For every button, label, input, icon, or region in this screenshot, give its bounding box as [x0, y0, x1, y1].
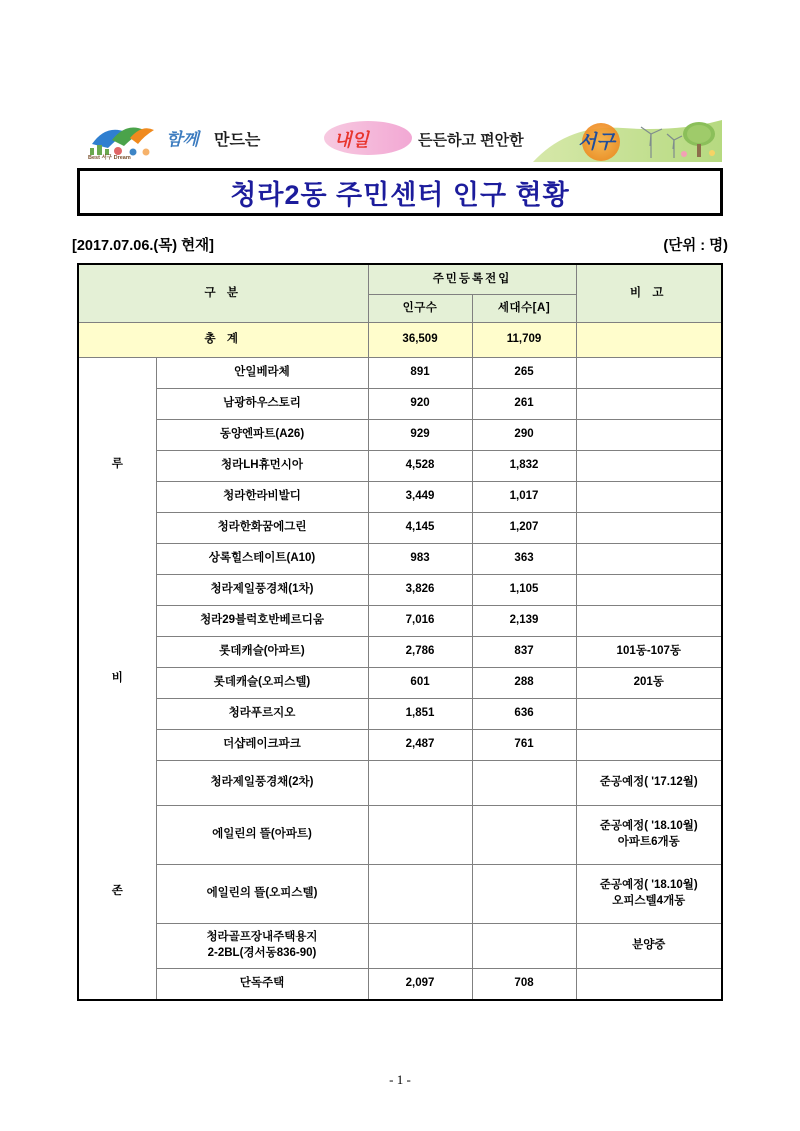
row-name: 청라제일풍경채(2차)	[156, 761, 368, 806]
row-remark	[576, 544, 722, 575]
as-of-date-label: [2017.07.06.(목) 현재]	[72, 238, 214, 254]
population-table	[77, 263, 723, 1001]
row-name: 청라골프장내주택용지 2-2BL(경서동836-90)	[156, 924, 368, 969]
row-name: 에일린의 뜰(아파트)	[156, 806, 368, 865]
row-remark: 준공예정( '18.10월) 아파트6개동	[576, 806, 722, 865]
row-households: 636	[472, 699, 576, 730]
row-households: 761	[472, 730, 576, 761]
row-remark: 준공예정( '18.10월) 오피스텔4개동	[576, 865, 722, 924]
row-households: 290	[472, 420, 576, 451]
table-row	[78, 482, 722, 513]
header-population: 인구수	[368, 295, 472, 323]
row-households: 708	[472, 969, 576, 1001]
row-households: 1,105	[472, 575, 576, 606]
row-households: 288	[472, 668, 576, 699]
row-population: 4,145	[368, 513, 472, 544]
banner-word-seogu: 서구	[578, 132, 615, 153]
table-row	[78, 668, 722, 699]
total-row	[78, 323, 722, 358]
row-population: 7,016	[368, 606, 472, 637]
table-row	[78, 699, 722, 730]
population-table-wrapper	[77, 263, 723, 1001]
table-row	[78, 606, 722, 637]
row-population: 4,528	[368, 451, 472, 482]
seogu-slogan-banner	[78, 118, 722, 162]
row-name: 단독주택	[156, 969, 368, 1001]
row-name: 청라한화꿈에그린	[156, 513, 368, 544]
header-households: 세대수[A]	[472, 295, 576, 323]
row-households: 1,832	[472, 451, 576, 482]
row-name: 에일린의 뜰(오피스텔)	[156, 865, 368, 924]
total-label: 총 계	[78, 323, 368, 358]
table-body	[78, 323, 722, 1001]
row-remark	[576, 606, 722, 637]
row-households: 261	[472, 389, 576, 420]
row-name: 청라제일풍경채(1차)	[156, 575, 368, 606]
row-remark	[576, 575, 722, 606]
row-name: 청라푸르지오	[156, 699, 368, 730]
row-households: 837	[472, 637, 576, 668]
table-row	[78, 730, 722, 761]
table-header-row-1	[78, 264, 722, 295]
zone-label-char: 루	[111, 458, 123, 471]
row-name: 동양엔파트(A26)	[156, 420, 368, 451]
row-population: 891	[368, 358, 472, 389]
row-name: 청라29블럭호반베르디움	[156, 606, 368, 637]
row-name: 더샵레이크파크	[156, 730, 368, 761]
table-row	[78, 420, 722, 451]
row-remark	[576, 482, 722, 513]
total-remark	[576, 323, 722, 358]
table-row	[78, 575, 722, 606]
row-population: 2,097	[368, 969, 472, 1001]
table-row	[78, 637, 722, 668]
row-households	[472, 924, 576, 969]
row-households: 265	[472, 358, 576, 389]
page-number: - 1 -	[389, 1072, 411, 1087]
meta-row	[72, 234, 728, 255]
row-population: 2,786	[368, 637, 472, 668]
banner-word-hamkke: 함께	[166, 130, 199, 149]
row-households: 2,139	[472, 606, 576, 637]
table-head	[78, 264, 722, 323]
row-remark	[576, 358, 722, 389]
total-households: 11,709	[472, 323, 576, 358]
table-row	[78, 389, 722, 420]
row-remark	[576, 451, 722, 482]
row-population: 2,487	[368, 730, 472, 761]
header-gubun: 구 분	[78, 264, 368, 323]
row-households	[472, 761, 576, 806]
row-remark	[576, 389, 722, 420]
row-population: 983	[368, 544, 472, 575]
banner-word-deundeunhago: 든든하고 편안한	[418, 132, 524, 149]
row-remark	[576, 969, 722, 1001]
row-remark	[576, 513, 722, 544]
banner-subtext: Best 서구 Dream	[88, 155, 131, 161]
row-population	[368, 806, 472, 865]
header-remark: 비 고	[576, 264, 722, 323]
row-remark: 101동-107동	[576, 637, 722, 668]
row-population: 929	[368, 420, 472, 451]
zone-label-char: 존	[111, 885, 123, 898]
row-population	[368, 761, 472, 806]
table-row	[78, 806, 722, 865]
row-remark: 준공예정( '17.12월)	[576, 761, 722, 806]
row-name: 청라한라비발디	[156, 482, 368, 513]
row-remark: 201동	[576, 668, 722, 699]
row-population: 3,826	[368, 575, 472, 606]
row-population: 1,851	[368, 699, 472, 730]
table-row	[78, 544, 722, 575]
banner-word-naeil: 내일	[334, 130, 369, 150]
row-name: 남광하우스토리	[156, 389, 368, 420]
row-name: 청라LH휴먼시아	[156, 451, 368, 482]
unit-label: (단위 : 명)	[663, 238, 728, 254]
table-row	[78, 358, 722, 389]
row-households	[472, 865, 576, 924]
table-row	[78, 865, 722, 924]
row-households: 1,207	[472, 513, 576, 544]
table-row	[78, 924, 722, 969]
table-row	[78, 451, 722, 482]
page-title: 청라2동 주민센터 인구 현황	[230, 179, 570, 210]
row-remark	[576, 699, 722, 730]
zone-label-char: 비	[111, 671, 123, 684]
row-name: 상록힐스테이트(A10)	[156, 544, 368, 575]
row-households: 363	[472, 544, 576, 575]
row-population: 920	[368, 389, 472, 420]
row-name: 안일베라체	[156, 358, 368, 389]
row-households: 1,017	[472, 482, 576, 513]
row-remark	[576, 420, 722, 451]
header-resident-registration: 주민등록전입	[368, 264, 576, 295]
row-name: 롯데캐슬(아파트)	[156, 637, 368, 668]
row-households	[472, 806, 576, 865]
banner-word-mandeuneun: 만드는	[214, 132, 261, 149]
zone-label-cell	[78, 358, 156, 1001]
row-population: 601	[368, 668, 472, 699]
table-row	[78, 761, 722, 806]
row-population: 3,449	[368, 482, 472, 513]
report-title-box	[77, 168, 723, 216]
table-row	[78, 513, 722, 544]
row-population	[368, 924, 472, 969]
table-row	[78, 969, 722, 1001]
row-remark: 분양중	[576, 924, 722, 969]
row-name: 롯데캐슬(오피스텔)	[156, 668, 368, 699]
row-population	[368, 865, 472, 924]
row-remark	[576, 730, 722, 761]
total-population: 36,509	[368, 323, 472, 358]
